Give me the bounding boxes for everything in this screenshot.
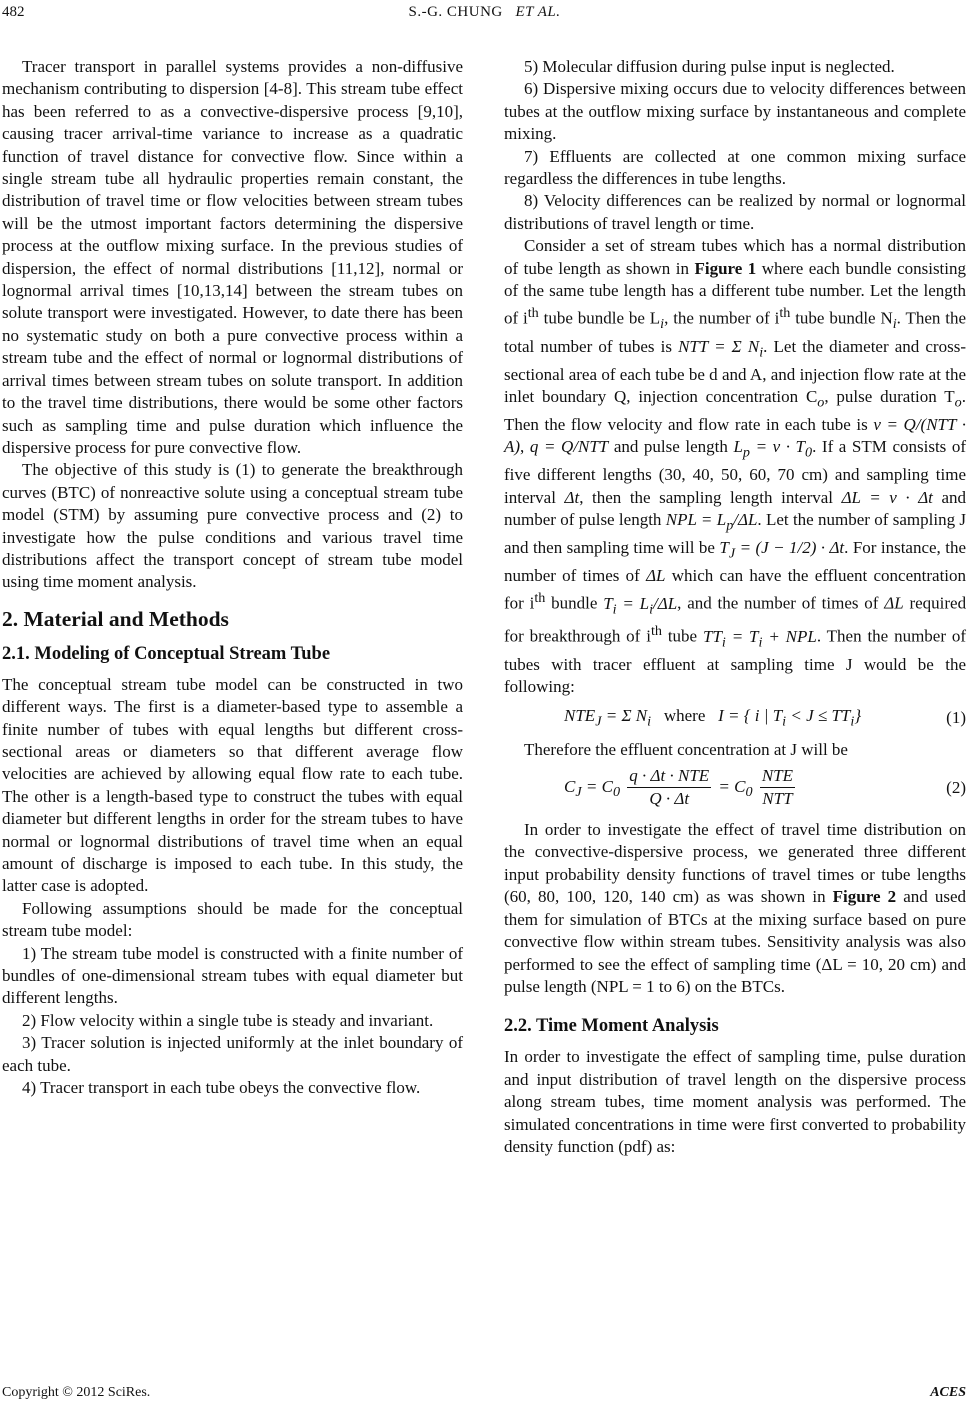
paragraph: The conceptual stream tube model can be constructed in two different ways. The first is a diameter-based type to assemble a finite number of tubes with equal lengths but different cross-sectional areas or diameters so that different average flow velocities are achieved by allowing equal flow rate to each tube. The other is a length-based type to construct the tubes with equal diameter but different lengths in order for the stream tubes to have normal or lognormal distributions of travel time when an equal amount of discharge is imposed to each tube. In this study, the latter case is adopted. (2, 674, 463, 896)
assumption-item: 2) Flow velocity within a single tube is steady and invariant. (22, 1010, 434, 1030)
paragraph: The objective of this study is (1) to generate the breakthrough curves (BTC) of nonreactive solute using a conceptual stream tube model (STM) by assuming pure convective process and (2) to investigate how the pulse conditions and various travel time distributions affect the transport concept of stream tube model using time moment analysis. (2, 460, 463, 592)
equation-sampling-time: $T_J = (J - 1/2) \cdot \Delta t$ (719, 537, 845, 562)
assumption-item: 1) The stream tube model is constructed with a finite number of bundles of one-dimensional stream tubes with equal diameter but different lengths. (2, 943, 463, 1008)
equation-ntt: NTT = Σ N (678, 336, 760, 356)
left-column (2, 56, 463, 1099)
equation-2: $C_J = C_0$ $\frac{\text{q · Δt · NTE}}{Q \cdot \Delta t}$ = $C_0$ $\frac{\text{NTE}}{\text{NTT}}$ (2) (564, 766, 966, 809)
assumption-item: 7) Effluents are collected at one common mixing surface regardless the differences in tube lengths. (504, 146, 966, 189)
journal-name: ACES (930, 1385, 966, 1400)
page-header (0, 4, 969, 28)
page-number: 482 (2, 4, 25, 20)
paragraph-model: Consider a set of stream tubes which has a normal distribution of tube length as shown in Figure 1 where each bundle consisting of the same tube length has a different tube number. Let the length of $i^{th}$ tube bundle be $L_i$, the number of $i^{th}$ tube bundle $N_i$. Then the total number of tubes is NTT = Σ $N_i$. Let the diameter and cross-sectional area of each tube be d and A, and injection flow rate at the inlet boundary Q, injection concentration $C_o$, pulse duration $T_o$. Then the flow velocity and flow rate in each tube is v = Q/(NTT · A), q = Q/NTT and pulse length $L_p = v \cdot T_0$. If a STM consists of five different lengths (30, 40, 50, 60, 70 cm) and sampling time interval Δt, then the sampling length interval ΔL = v · Δt and number of pulse length NPL = $L_p/\Delta L$. Let the number of sampling J and then sampling time will be $T_J = (J - 1/2) \cdot \Delta t$. For instance, the number of times of ΔL which can have the effluent concentration for $i^{th}$ bundle $T_i = L_i/\Delta L$, and the number of times of ΔL required for breakthrough of $i^{th}$ tube $TT_i = T_i$ + NPL. Then the number of tubes with tracer effluent at sampling time J would be the following: (504, 236, 967, 697)
section-heading: 2. Material and Methods (2, 606, 229, 631)
figure-ref: Figure 1 (694, 258, 757, 278)
assumption-item: 6) Dispersive mixing occurs due to velocity differences between tubes at the outflow mixing surface by instantaneous and complete mixing. (504, 79, 966, 144)
subsection-heading: 2.2. Time Moment Analysis (504, 1016, 719, 1037)
paragraph: In order to investigate the effect of travel time distribution on the convective-dispersive process, we generated three different input probability density functions of travel times or tube lengths (60, 80, 100, 120, 140 cm) as was shown in Figure 2 and used them for simulation of BTCs at the mixing surface based on pure convective flow within stream tubes. Sensitivity analysis was also performed to see the effect of sampling time (ΔL = 10, 20 cm) and pulse length (NPL = 1 to 6) on the BTCs. (504, 820, 966, 996)
paragraph: Tracer transport in parallel systems provides a non-diffusive mechanism contributing to dispersion [4-8]. This stream tube effect has been referred to as a convective-dispersive process [9,10], causing tracer arrival-time variance to increase as a quadratic function of travel distance for convective flow. Since within a single stream tube all hydraulic properties remain constant, the distribution of travel time or flow velocities between stream tubes will be the utmost important factors determining the dispersive process at the outflow mixing surface. In the previous studies of dispersion, the effect of normal distributions [11,12], normal or lognormal arrival times [10,13,14] between the stream tubes on solute transport were investigated. However, to date there has been no systematic study on both a pure convective process within a stream tube and the effect of normal or lognormal distributions of arrival times between stream tubes on solute transport. In addition to the travel time distributions, there would be some other factors such as sampling time and pulse duration which influence the dispersive process for pure convective flow. (2, 57, 463, 457)
equation-npl: NPL = $L_p/\Delta L$ (665, 509, 758, 534)
running-title: S.-G. CHUNG ET AL. (408, 4, 561, 20)
paragraph: Following assumptions should be made for the conceptual stream tube model: (2, 898, 463, 941)
assumption-item: 4) Tracer transport in each tube obeys the convective flow. (22, 1078, 421, 1098)
equation-ti: $T_i = L_i/\Delta L$ (603, 593, 678, 617)
paragraph: In order to investigate the effect of sampling time, pulse duration and input distribution of travel length on the dispersive process along stream tubes, time moment analysis was performed. The simulated concentrations in time were first converted to probability density function (pdf) as: (504, 1047, 966, 1156)
equation-tti: $TT_i = T_i$ + NPL (702, 627, 817, 651)
figure-ref: Figure 2 (832, 887, 897, 907)
copyright: Copyright © 2012 SciRes. (2, 1385, 151, 1400)
assumption-item: 8) Velocity differences can be realized by normal or lognormal distributions of travel length or time. (504, 191, 966, 233)
equation-velocity: v = Q/(NTT · A) (504, 414, 967, 457)
equation-flow-rate: q = Q/NTT (529, 437, 609, 457)
subsection-heading: 2.1. Modeling of Conceptual Stream Tube (2, 643, 331, 664)
equation-1: $NTE_J = \Sigma$ $N_i$ where I = { i | $T_i < J \le TT_i$} (1) (564, 705, 966, 730)
equation-number: (1) (946, 707, 966, 727)
assumption-item: 3) Tracer solution is injected uniformly at the inlet boundary of each tube. (2, 1033, 463, 1075)
equation-number: (2) (946, 778, 966, 798)
paragraph: Therefore the effluent concentration at J will be (524, 739, 848, 759)
equation-sampling-length: ΔL = v · Δt (841, 487, 933, 507)
equation-pulse-length: $L_p = v \cdot T_0$ (733, 437, 813, 461)
right-column (504, 56, 966, 1158)
assumption-item: 5) Molecular diffusion during pulse input is neglected. (524, 57, 895, 76)
